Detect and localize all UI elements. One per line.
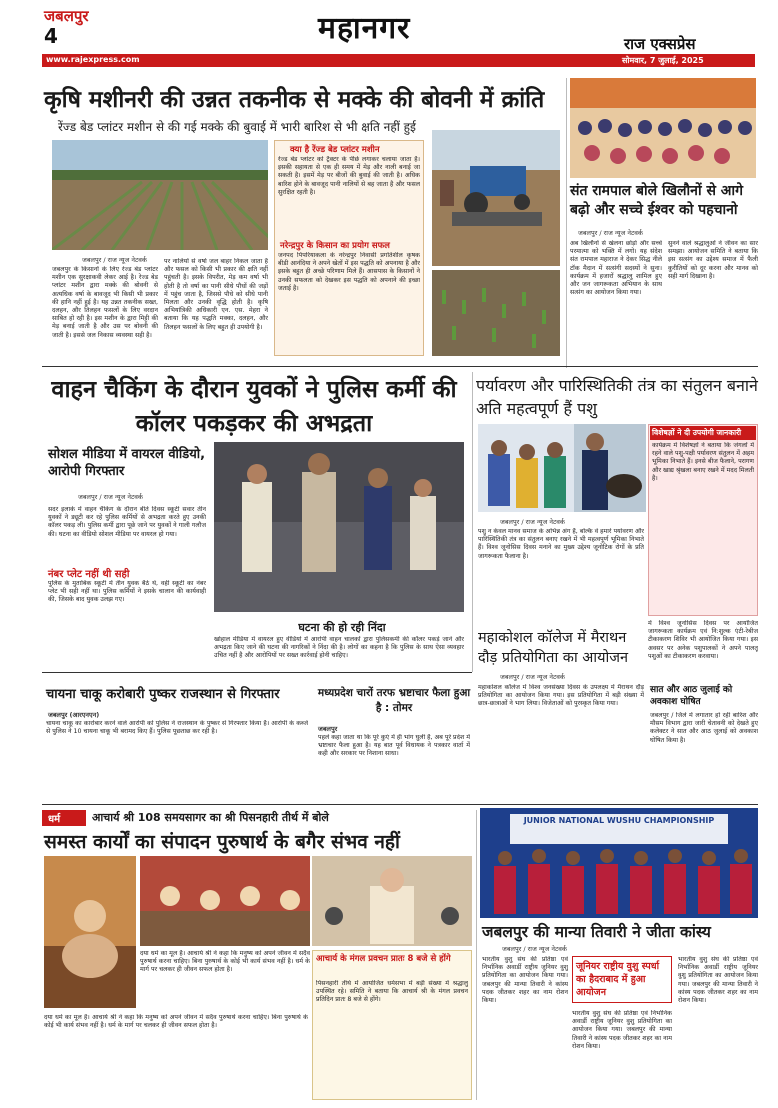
mp-headline: मध्यप्रदेश चारों तरफ भ्रष्टाचार फैला हुआ है : तोमर [317, 687, 471, 714]
rule [42, 672, 472, 673]
krishi-col2: पर नालियों से वर्षा जल बाहर निकल जाता है और फसल को किसी भी प्रकार की क्षति नहीं पहुंचती है। इसके विपरीत, मेड़ कम वर्षा भी होती है तो वर्षा का पानी सीधे पौधों की जड़ों में पहुंच जाता है, जिससे पौधे को सीधे पानी मिलता और उनकी वृद्धि होती है। कृषि अभियांत्रिकी अधिकारी एन. एस. मेहरा ने बताया कि यह पद्धति मक्का, दलहन, और तिलहन फसलों के लिए बहुत ही उपयोगी है। [164, 258, 268, 331]
police-photo [214, 442, 464, 612]
page-number: 4 [44, 24, 58, 48]
expert-box-title: विशेषज्ञों ने दी उपयोगी जानकारी [650, 426, 756, 440]
pravachan-box-text: पिसनहारी तीर्थ में आयोजित धर्मसभा में बड़ी संख्या में श्रद्धालु उपस्थित रहे। समिति ने बताया कि आचार्य श्री के मंगल प्रवचन प्रतिदिन प्रातः 8 बजे से होंगे। [316, 980, 468, 1004]
holiday-head: सात और आठ जुलाई को अवकाश घोषित [650, 685, 733, 707]
field-photo [52, 140, 268, 250]
kansya-byline: जबलपुर / राज न्यूज नेटवर्क [502, 945, 567, 953]
pravachan-photo [312, 856, 472, 946]
farmer-box-title: नरेन्द्रपुर के किसान का प्रयोग सफल [280, 241, 390, 251]
dharm-col: दया धर्म का मूल है। आचार्य श्री ने कहा कि मनुष्य को अपने जीवन में सदैव पुरुषार्थ करना चाहिए। बिना पुरुषार्थ के कोई भी कार्य संभव नहीं है। धर्म के मार्ग पर चलकर ही जीवन सफल होता है। [140, 950, 310, 974]
divider [476, 810, 477, 1100]
acharya-photo [44, 856, 136, 1008]
vahan-byline: जबलपुर / राज न्यूज नेटवर्क [78, 493, 143, 501]
sant-headline: संत रामपाल बोले खिलौनों से आगे बढ़ो और सच्चे ईश्वर को पहचानो [570, 183, 743, 218]
kansya-col3: भारतीय वुशु संघ की प्रतिष्ठा एवं निर्भानिक अवार्डी राष्ट्रीय जूनियर वुशु प्रतियोगिता का आयोजन किया गया। जबलपुर की मान्या तिवारी ने कांस्य पदक जीतकर शहर का नाम रोशन किया। [678, 956, 758, 1005]
mp-byline: जबलपुर [318, 725, 338, 733]
satsang-photo [570, 78, 756, 178]
students-photo [478, 424, 574, 512]
field-photo-caption: जबलपुर / राज न्यूज नेटवर्क [82, 256, 147, 264]
paryavaran-col: पशु न केवल मानव समाज के अभिन्न अंग हैं, बल्कि वे हमारे पर्यावरण और पारिस्थितिकी तंत्र का संतुलन बनाए रखने में भी महत्वपूर्ण भूमिका निभाते हैं। विश्व जूनोसिस दिवस मनाने का मुख्य उद्देश्य जूनोटिक रोगों के प्रति जागरूकता फैलाना है। [478, 528, 644, 560]
kansya-col1: भारतीय वुशु संघ की प्रतिष्ठा एवं निर्भानिक अवार्डी राष्ट्रीय जूनियर वुशु प्रतियोगिता का आयोजन किया गया। जबलपुर की मान्या तिवारी ने कांस्य पदक जीतकर शहर का नाम रोशन किया। [482, 956, 568, 1005]
vahan-col2: पुलिस के मुताबिक स्कूटी में तीन युवक बैठे थे, वहीं स्कूटी का नंबर प्लेट भी सही नहीं था। पुलिस कर्मियों ने इसके चालान की कार्यवाही की, जिसके बाद युवक उलझ गए। [48, 580, 206, 604]
marathon-col: महाकोशल कॉलेज में विश्व जनसंख्या दिवस के उपलक्ष्य में मैराथन दौड़ प्रतियोगिता का आयोजन किया गया। इस प्रतियोगिता में बड़ी संख्या में छात्र-छात्राओं ने भाग लिया। विजेताओं को पुरस्कृत किया गया। [478, 684, 644, 708]
sant-col1: अब खिलौनों से खेलना छोड़ो और सच्चे परमात्मा को भक्ति में लगो। यह संदेश संत रामपाल महाराज ने देकर सिद्ध नीले टॉक मैदान में सत्संगी सदस्यों ने सुना। कार्यक्रम में हजारों श्रद्धालु शामिल हुए और जन जागरूकता अभियान के साथ सत्संग का आयोजन किया गया। [570, 240, 662, 297]
paryavaran-byline: जबलपुर / राज न्यूज नेटवर्क [500, 518, 565, 526]
marathon-headline: महाकोशल कॉलेज में मैराथन दौड़ प्रतियोगिता का आयोजन [478, 630, 629, 666]
machine-box-title: क्या है रेंज्ड बेड प्लांटर मशीन [290, 145, 380, 155]
paryavaran-headline: पर्यावरण और पारिस्थितिकी तंत्र का संतुलन बनाने अति महत्वपूर्ण हैं पशु [476, 376, 758, 418]
divider [472, 372, 473, 672]
pravachan-box-title: आचार्य के मंगल प्रवचन प्रातः 8 बजे से होंगे [316, 954, 451, 964]
section-title: महानगर [318, 11, 411, 46]
rule [42, 804, 758, 805]
farmer-box-text: जनपद पिपरियाकला के नरेन्द्रपुर निवासी प्रगतिशील कृषक बीडी आनंदिया ने अपने खेतों में इस पद्धति को अपनाया है और इसके बहुत ही अच्छे परिणाम मिले हैं। आसपास के किसानों ने उनकी सफलता को देखकर इस पद्धति को अपनाने की इच्छा जताई है। [278, 252, 420, 292]
vahan-col: सदर इलाके में वाहन चैकिंग के दौरान बीते दिवस स्कूटी सवार तीन युवकों ने ड्यूटी कर रहे पुलिस कर्मियों से अभद्रता करते हुए उनकी कॉलर पकड़ ली। पुलिस कर्मी द्वारा पूछे जाने पर युवकों ने गाली गलौज की। घटना का वीडियो सोशल मीडिया पर वायरल हो गया। [48, 506, 206, 538]
vet-photo [574, 424, 646, 512]
krishi-col1: जबलपुर के किसानों के लिए रेज्ड बेड प्लांटर मशीन एक सुरक्षाकवी लेकर आई है। रेज्ड बेड प्लांटर मशीन द्वारा मक्के की बोवनी से अत्यधिक वर्षा के बावजूद भी किसी भी प्रकार की हानि नहीं हुई है। यह उन्नत तकनीक सख्त, दलहन, और तिलहन फसलों के लिए वरदान साबित हो रही है। इस मशीन के द्वारा मिट्टी की मेड़ बनाई जाती है और उस पर बोवनी की जाती है। इससे जल निकास व्यवस्था सही है। [52, 266, 158, 339]
vahan-subhead: सोशल मीडिया में वायरल वीडियो, आरोपी गिरफ्तार [48, 447, 206, 479]
rule [42, 366, 758, 367]
holiday-text: जबलपुर / जिले में लगातार हो रही बारिश और मौसम विभाग द्वारा जारी चेतावनी को देखते हुए कलेक्टर ने सात और आठ जुलाई को अवकाश घोषित किया है। [650, 712, 758, 744]
krishi-subhead: रेंज्ड बेड प्लांटर मशीन से की गई मक्के की बुवाई में भारी बारिश से भी क्षति नहीं हुई [58, 120, 416, 134]
expert-box-text: कार्यक्रम में विशेषज्ञों ने बताया कि जंगलों में रहने वाले पशु-पक्षी पर्यावरण संतुलन में अहम भूमिका निभाते हैं। इनसे बीज फैलाने, परागण और खाद्य श्रृंखला बनाए रखने में मदद मिलती है। [652, 442, 754, 482]
krishi-headline: कृषि मशीनरी की उन्नत तकनीक से मक्के की बोवनी में क्रांति [44, 87, 545, 113]
dharm-tag: धर्म [42, 810, 86, 826]
machine-box-text: रेज्ड बेड प्लांटर को ट्रैक्टर के पीछे लगाकर चलाया जाता है। इसकी सहायता से एक ही समय में मेड़ और नाली बनाई जा सकती है। इसमें मेड़ पर बीजों की बुवाई की जाती है। अधिक बारिश होने के बावजूद पानी नालियों से बह जाता है और फसल सुरक्षित रहती है। [278, 156, 420, 196]
issue-date: सोमवार, 7 जुलाई, 2025 [622, 56, 704, 65]
chaku-byline: जबलपुर (आरएनएन) [48, 711, 100, 719]
procession-photo [140, 856, 310, 946]
dharm-headline: समस्त कार्यों का संपादन पुरुषार्थ के बगैर संभव नहीं [44, 831, 400, 853]
chaku-col: चायना चाकू का कारोबार करने वाले आरोपी को पुलिस ने राजस्थान के पुष्कर से गिरफ्तार किया है। आरोपी के कब्जे से पुलिस ने 10 चायना चाकू भी बरामद किए हैं। पुलिस पूछताछ कर रही है। [46, 720, 308, 736]
kansya-headline: जबलपुर की मान्या तिवारी ने जीता कांस्य [482, 923, 711, 941]
sant-col2: सुनने वाले श्रद्धालुओं ने जीवन का सार समझा। आयोजन समिति ने बताया कि इस सत्संग का उद्देश्य समाज में फैली कुरीतियों को दूर करना और मानव को सही मार्ग दिखाना है। [668, 240, 758, 280]
brand-name: राज एक्सप्रेस [624, 35, 696, 53]
mp-col: पहले कहा जाता था कि पूरे कुएं में ही भांग घुली है, अब पूरे प्रदेश में भ्रष्टाचार फैला हुआ है। यह बात पूर्व विधायक ने पत्रकार वार्ता में कही और सरकार पर निशाना साधा। [318, 734, 470, 758]
marathon-byline: जबलपुर / राज न्यूज नेटवर्क [500, 673, 565, 681]
kansya-highlight: जूनियर राष्ट्रीय वुशु स्पर्धा का हैदराबाद में हुआ आयोजन [572, 956, 672, 1003]
city-label: जबलपुर [44, 7, 89, 25]
chaku-headline: चायना चाकू करोबारी पुष्कर राजस्थान से गिरफ्तार [46, 687, 280, 702]
paryavaran-col2: में विश्व जूनोसिस दिवस पर आयोजित जागरूकता कार्यक्रम एवं नि:शुल्क एंटी-रेबीज टीकाकरण शिविर भी आयोजित किया गया। इस अवसर पर अनेक पशुपालकों ने अपने पालतू पशुओं का टीकाकरण करवाया। [648, 620, 758, 660]
site-url[interactable]: www.rajexpress.com [46, 55, 140, 64]
masthead [0, 0, 778, 68]
police-photo-caption: घटना की हो रही निंदा [298, 621, 386, 634]
divider [566, 78, 567, 368]
seedling-photo [432, 270, 560, 356]
wushu-banner-text: JUNIOR NATIONAL WUSHU CHAMPIONSHIP [523, 816, 715, 825]
tractor-photo [432, 130, 560, 266]
vahan-bottom: खोहाल मीडिया में वायरल हुए वीडियो में आरोपी वाहन चालकों द्वारा पुलिसकर्मी की कॉलर पकड़े जाने और अभद्रता किए जाने की घटना की नागरिकों ने निंदा की है। लोगों का कहना है कि पुलिस के साथ ऐसा व्यवहार उचित नहीं है और आरोपियों पर सख्त कार्रवाई होनी चाहिए। [214, 636, 464, 660]
sant-byline: जबलपुर / राज न्यूज नेटवर्क [578, 229, 643, 237]
vahan-headline: वाहन चैकिंग के दौरान युवकों ने पुलिस कर्मी की कॉलर पकड़कर की अभद्रता [51, 375, 457, 437]
dharm-kicker: आचार्य श्री 108 समयसागर का श्री पिसनहारी तीर्थ में बोले [92, 811, 329, 824]
dharm-col-2: दया धर्म का मूल है। आचार्य श्री ने कहा कि मनुष्य को अपने जीवन में सदैव पुरुषार्थ करना चाहिए। बिना पुरुषार्थ के कोई भी कार्य संभव नहीं है। धर्म के मार्ग पर चलकर ही जीवन सफल होता है। [44, 1014, 308, 1030]
vahan-minihead: नंबर प्लेट नहीं थी सही [48, 569, 130, 580]
kansya-col2: भारतीय वुशु संघ की प्रतिष्ठा एवं निर्भानिक अवार्डी राष्ट्रीय जूनियर वुशु प्रतियोगिता का आयोजन किया गया। जबलपुर की मान्या तिवारी ने कांस्य पदक जीतकर शहर का नाम रोशन किया। [572, 1010, 672, 1050]
